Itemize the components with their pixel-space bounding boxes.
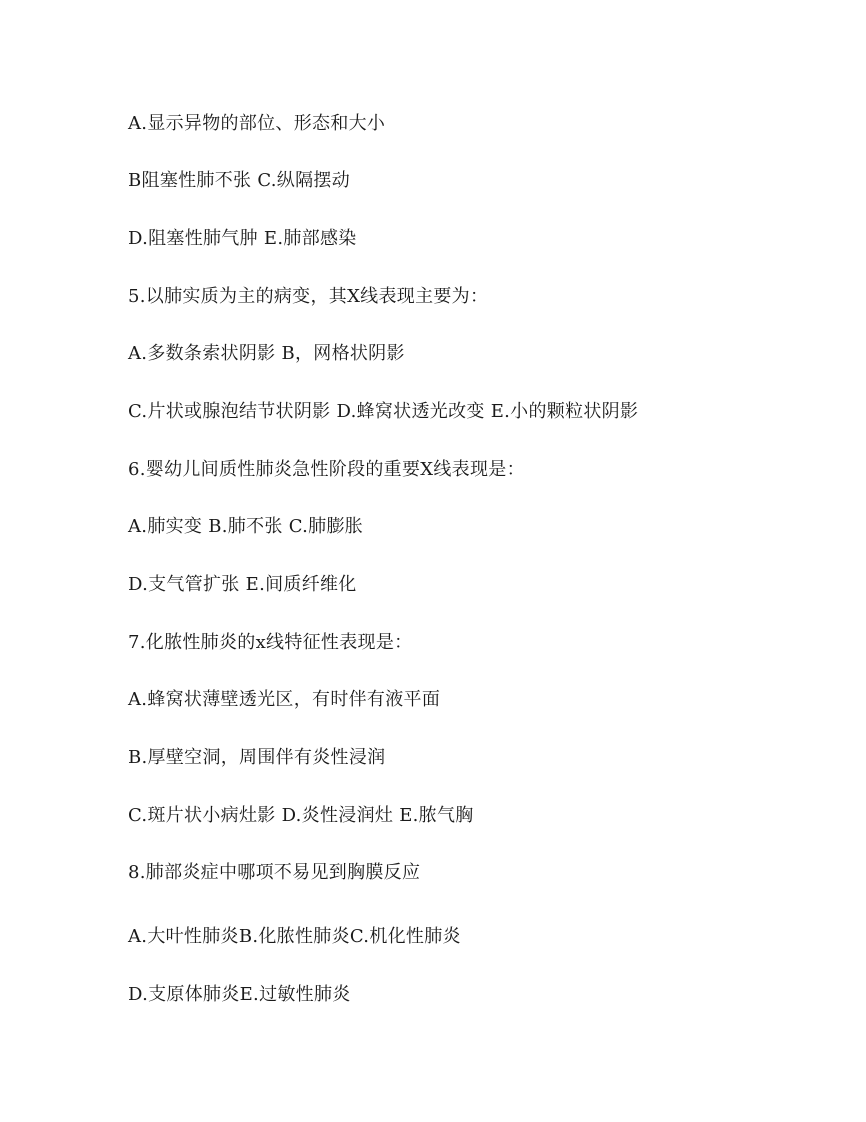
text-line-option-a-foreign-body: A.显示异物的部位、形态和大小 [128, 113, 386, 134]
question-6-options-d-e: D.支气管扩张 E.间质纤维化 [128, 574, 357, 595]
question-8: 8.肺部炎症中哪项不易见到胸膜反应 [128, 862, 421, 883]
question-8-options-d-e: D.支原体肺炎E.过敏性肺炎 [128, 984, 351, 1005]
question-6-options-a-b-c: A.肺实变 B.肺不张 C.肺膨胀 [128, 516, 364, 537]
question-8-options-a-b-c: A.大叶性肺炎B.化脓性肺炎C.机化性肺炎 [128, 926, 461, 947]
question-6: 6.婴幼儿间质性肺炎急性阶段的重要X线表现是： [128, 459, 525, 480]
question-7-option-b: B.厚壁空洞，周围伴有炎性浸润 [128, 747, 386, 768]
question-5: 5.以肺实质为主的病变，其X线表现主要为： [128, 286, 489, 307]
text-line-options-b-c: B阻塞性肺不张 C.纵隔摆动 [128, 170, 351, 191]
question-7-options-c-d-e: C.斑片状小病灶影 D.炎性浸润灶 E.脓气胸 [128, 805, 474, 826]
question-5-options-a-b: A.多数条索状阴影 B，网格状阴影 [128, 343, 405, 364]
question-5-options-c-d-e: C.片状或腺泡结节状阴影 D.蜂窝状透光改变 E.小的颗粒状阴影 [128, 401, 639, 422]
question-7-option-a: A.蜂窝状薄壁透光区，有时伴有液平面 [128, 689, 441, 710]
question-7: 7.化脓性肺炎的x线特征性表现是： [128, 632, 413, 653]
text-line-options-d-e: D.阻塞性肺气肿 E.肺部感染 [128, 228, 357, 249]
